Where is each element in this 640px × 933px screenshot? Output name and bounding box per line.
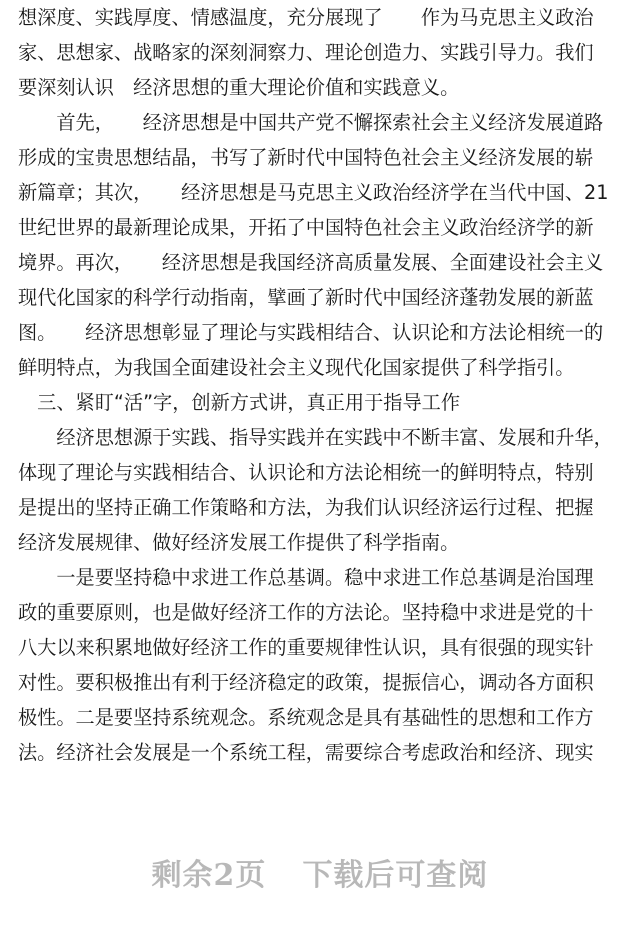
remaining-pages-label: 剩余2页 (151, 858, 267, 893)
text-line: 经济发展规律、做好经济发展工作提供了科学指南。 (18, 531, 460, 554)
text-line: 对性。要积极推出有利于经济稳定的政策，提振信心，调动各方面积 (18, 671, 594, 694)
text-line: 是提出的坚持正确工作策略和方法，为我们认识经济运行过程、把握 (18, 496, 594, 519)
text-line: 鲜明特点，为我国全面建设社会主义现代化国家提供了科学指引。 (18, 356, 575, 379)
text-line: 形成的宝贵思想结晶，书写了新时代中国特色社会主义经济发展的崭 (18, 146, 594, 169)
download-to-read-label[interactable]: 下载后可查阅 (302, 858, 489, 893)
text-line: 体现了理论与实践相结合、认识论和方法论相统一的鲜明特点，特别 (18, 461, 594, 484)
text-line: 政的重要原则，也是做好经济工作的方法论。坚持稳中求进是党的十 (18, 601, 594, 624)
text-line: 家、思想家、战略家的深刻洞察力、理论创造力、实践引导力。我们 (18, 41, 594, 64)
text-line: 法。经济社会发展是一个系统工程，需要综合考虑政治和经济、现实 (18, 741, 594, 764)
text-line: 图。 经济思想彰显了理论与实践相结合、认识论和方法论相统一的 (18, 321, 604, 344)
text-line: 经济思想源于实践、指导实践并在实践中不断丰富、发展和升华， (18, 426, 613, 449)
text-line: 要深刻认识 经济思想的重大理论价值和实践意义。 (18, 76, 460, 99)
text-line: 首先， 经济思想是中国共产党不懈探索社会主义经济发展道路 (18, 111, 604, 134)
text-line: 境界。再次， 经济思想是我国经济高质量发展、全面建设社会主义 (18, 251, 604, 274)
text-line: 一是要坚持稳中求进工作总基调。稳中求进工作总基调是治国理 (18, 566, 594, 589)
text-line: 世纪世界的最新理论成果，开拓了中国特色社会主义政治经济学的新 (18, 216, 594, 239)
text-line: 现代化国家的科学行动指南，擘画了新时代中国经济蓬勃发展的新蓝 (18, 286, 594, 309)
document-body (18, 0, 622, 770)
section-heading: 三、紧盯“活”字，创新方式讲，真正用于指导工作 (18, 391, 461, 414)
text-line: 新篇章；其次， 经济思想是马克思主义政治经济学在当代中国、21 (18, 181, 609, 204)
download-prompt-banner[interactable] (0, 850, 640, 894)
text-line: 想深度、实践厚度、情感温度，充分展现了 作为马克思主义政治 (18, 6, 594, 29)
text-line: 极性。二是要坚持系统观念。系统观念是具有基础性的思想和工作方 (18, 706, 594, 729)
text-line: 八大以来积累地做好经济工作的重要规律性认识，具有很强的现实针 (18, 636, 594, 659)
